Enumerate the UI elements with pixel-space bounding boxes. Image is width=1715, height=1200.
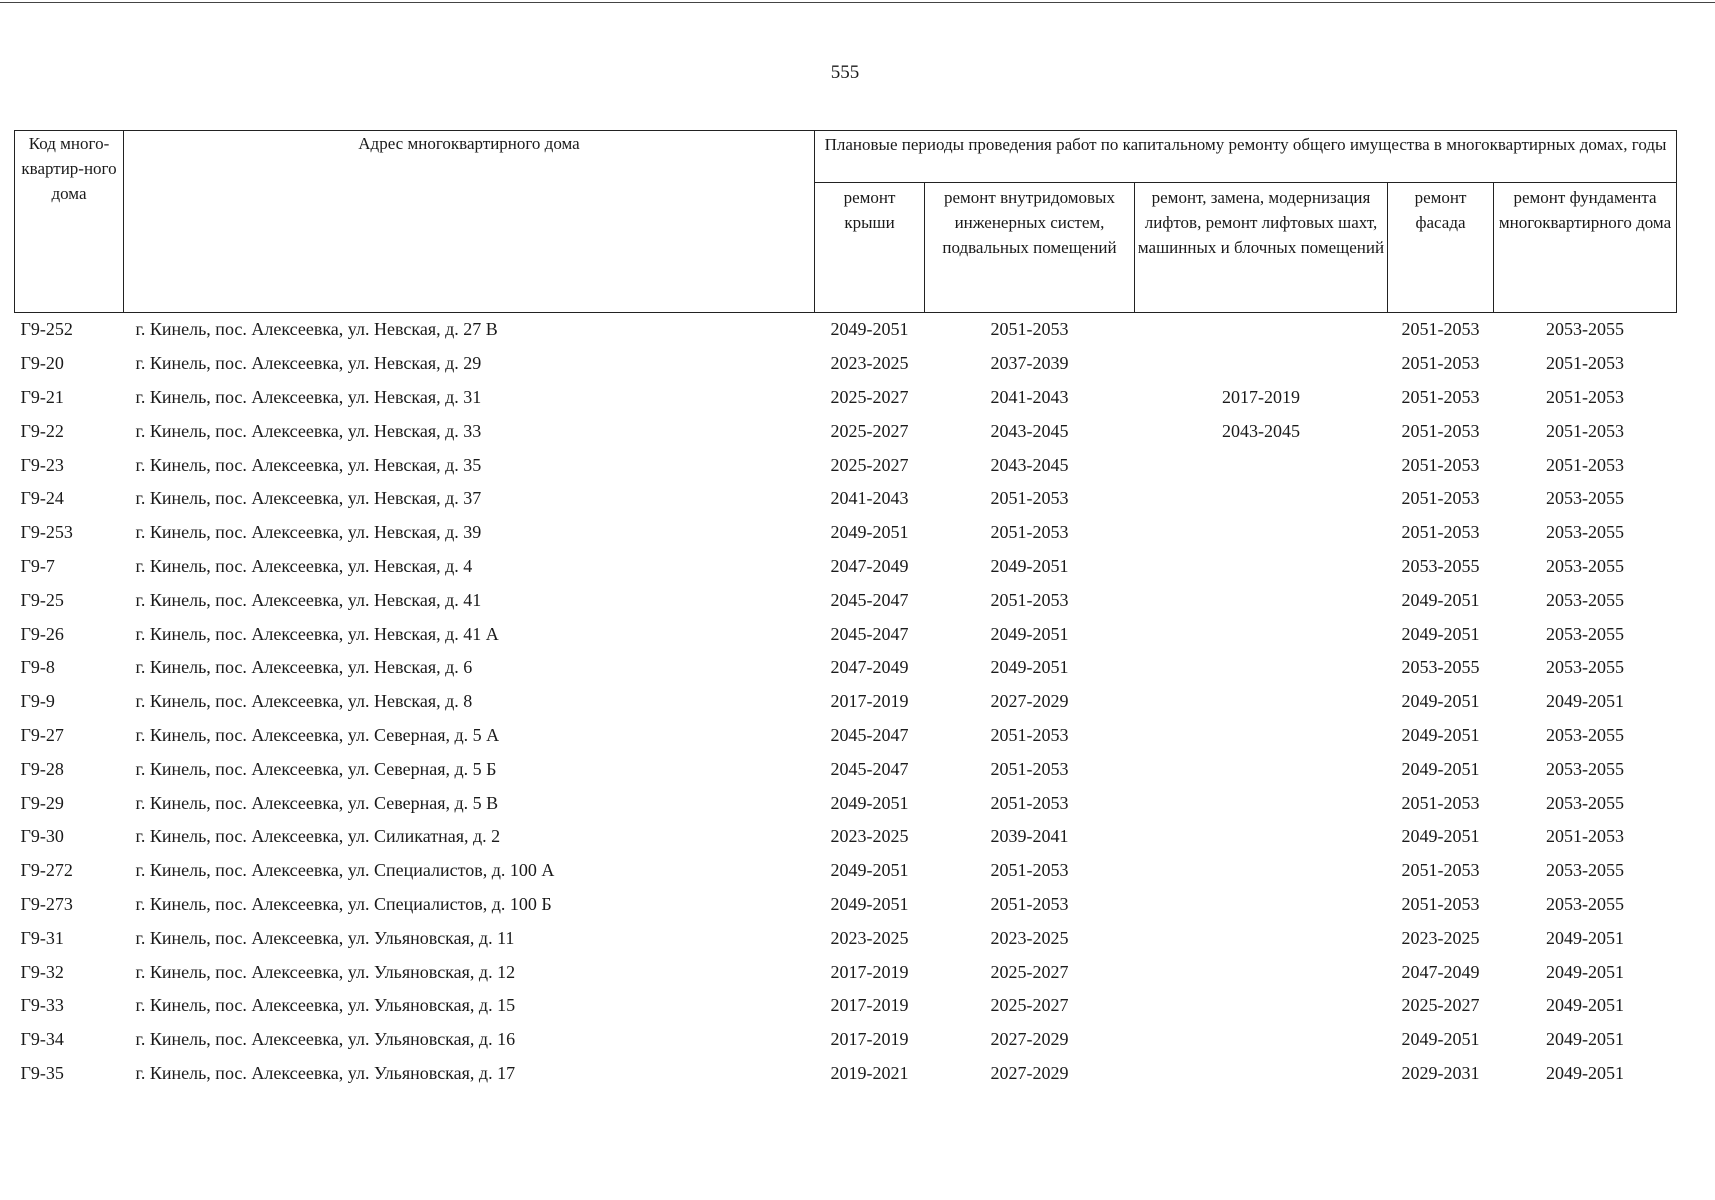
cell-code: Г9-272 [20,860,73,881]
cell-code: Г9-9 [20,691,55,712]
cell-engineering: 2027-2029 [990,1062,1069,1083]
cell-facade: 2051-2053 [1401,522,1480,543]
cell-address: г. Кинель, пос. Алексеевка, ул. Ульяновская, д. 12 [135,961,516,982]
table-row [15,888,1677,922]
cell-facade: 2051-2053 [1401,454,1480,475]
cell-engineering: 2051-2053 [990,860,1069,881]
cell-engineering: 2051-2053 [990,758,1069,779]
cell-foundation: 2051-2053 [1546,353,1625,374]
cell-roof: 2023-2025 [830,826,909,847]
cell-address: г. Кинель, пос. Алексеевка, ул. Невская, д. 29 [135,353,482,374]
cell-code: Г9-34 [20,1029,64,1050]
cell-roof: 2045-2047 [830,623,909,644]
cell-engineering: 2051-2053 [990,319,1069,340]
table-body [15,313,1677,1091]
cell-facade: 2051-2053 [1401,420,1480,441]
cell-lifts [1135,820,1388,854]
cell-lifts [1135,719,1388,753]
cell-code: Г9-23 [20,454,64,475]
cell-engineering: 2051-2053 [990,724,1069,745]
cell-address: г. Кинель, пос. Алексеевка, ул. Невская, д. 39 [135,522,482,543]
cell-foundation: 2051-2053 [1546,454,1625,475]
cell-lifts [1135,448,1388,482]
cell-engineering: 2051-2053 [990,792,1069,813]
cell-facade: 2049-2051 [1401,623,1480,644]
cell-facade: 2051-2053 [1401,893,1480,914]
header-lifts: ремонт, замена, модернизация лифтов, ремонт лифтовых шахт, машинных и блочных помещений [1135,183,1388,313]
cell-lifts [1135,482,1388,516]
cell-code: Г9-25 [20,589,64,610]
cell-foundation: 2053-2055 [1546,758,1625,779]
table-row [15,617,1677,651]
cell-roof: 2045-2047 [830,758,909,779]
table-row [15,955,1677,989]
header-code: Код много-квартир-ного дома [15,131,124,313]
cell-facade: 2051-2053 [1401,353,1480,374]
cell-facade: 2047-2049 [1401,961,1480,982]
cell-roof: 2047-2049 [830,657,909,678]
table-row [15,786,1677,820]
header-periods: Плановые периоды проведения работ по капитальному ремонту общего имущества в многоквартирных домах, годы [815,131,1677,183]
cell-code: Г9-29 [20,792,64,813]
cell-roof: 2047-2049 [830,555,909,576]
cell-roof: 2025-2027 [830,420,909,441]
cell-address: г. Кинель, пос. Алексеевка, ул. Северная, д. 5 Б [135,758,497,779]
cell-code: Г9-24 [20,488,64,509]
cell-engineering: 2051-2053 [990,522,1069,543]
cell-address: г. Кинель, пос. Алексеевка, ул. Ульяновская, д. 17 [135,1062,516,1083]
cell-code: Г9-26 [20,623,64,644]
cell-roof: 2049-2051 [830,893,909,914]
cell-engineering: 2043-2045 [990,420,1069,441]
header-foundation: ремонт фундамента многоквартирного дома [1494,183,1677,313]
header-address: Адрес многоквартирного дома [124,131,815,313]
cell-foundation: 2051-2053 [1546,826,1625,847]
cell-address: г. Кинель, пос. Алексеевка, ул. Специалистов, д. 100 А [135,860,555,881]
cell-address: г. Кинель, пос. Алексеевка, ул. Невская, д. 4 [135,555,473,576]
cell-facade: 2049-2051 [1401,724,1480,745]
table-row [15,550,1677,584]
cell-facade: 2049-2051 [1401,589,1480,610]
cell-foundation: 2051-2053 [1546,386,1625,407]
cell-roof: 2041-2043 [830,488,909,509]
cell-code: Г9-252 [20,319,73,340]
cell-engineering: 2027-2029 [990,691,1069,712]
cell-roof: 2045-2047 [830,589,909,610]
top-border-line [0,2,1715,3]
cell-foundation: 2051-2053 [1546,420,1625,441]
table-row [15,347,1677,381]
cell-lifts [1135,583,1388,617]
cell-code: Г9-20 [20,353,64,374]
cell-address: г. Кинель, пос. Алексеевка, ул. Невская, д. 27 В [135,319,498,340]
table-row [15,1023,1677,1057]
table-row [15,820,1677,854]
cell-foundation: 2053-2055 [1546,792,1625,813]
cell-address: г. Кинель, пос. Алексеевка, ул. Ульяновская, д. 15 [135,995,516,1016]
cell-engineering: 2039-2041 [990,826,1069,847]
cell-foundation: 2053-2055 [1546,860,1625,881]
cell-address: г. Кинель, пос. Алексеевка, ул. Северная, д. 5 В [135,792,499,813]
table-row [15,381,1677,415]
capital-repair-table [14,130,1677,1090]
cell-facade: 2049-2051 [1401,1029,1480,1050]
cell-facade: 2053-2055 [1401,657,1480,678]
table-row [15,719,1677,753]
cell-engineering: 2027-2029 [990,1029,1069,1050]
cell-roof: 2017-2019 [830,1029,909,1050]
cell-code: Г9-253 [20,522,73,543]
cell-roof: 2045-2047 [830,724,909,745]
cell-facade: 2051-2053 [1401,488,1480,509]
cell-code: Г9-28 [20,758,64,779]
table-row [15,448,1677,482]
table-row [15,414,1677,448]
cell-engineering: 2041-2043 [990,386,1069,407]
cell-foundation: 2053-2055 [1546,488,1625,509]
cell-engineering: 2049-2051 [990,623,1069,644]
cell-lifts [1135,550,1388,584]
cell-foundation: 2053-2055 [1546,589,1625,610]
page-number: 555 [830,62,860,83]
table-row [15,1057,1677,1091]
cell-address: г. Кинель, пос. Алексеевка, ул. Ульяновская, д. 11 [135,927,515,948]
cell-lifts [1135,313,1388,347]
cell-foundation: 2049-2051 [1546,995,1625,1016]
cell-roof: 2049-2051 [830,522,909,543]
cell-roof: 2023-2025 [830,927,909,948]
table-row [15,313,1677,347]
cell-facade: 2049-2051 [1401,826,1480,847]
table-row [15,921,1677,955]
cell-code: Г9-22 [20,420,64,441]
header-facade: ремонт фасада [1388,183,1494,313]
table-row [15,482,1677,516]
cell-code: Г9-31 [20,927,64,948]
cell-address: г. Кинель, пос. Алексеевка, ул. Невская, д. 8 [135,691,473,712]
cell-facade: 2049-2051 [1401,691,1480,712]
cell-code: Г9-7 [20,555,55,576]
cell-lifts [1135,1023,1388,1057]
cell-engineering: 2051-2053 [990,589,1069,610]
table-row [15,989,1677,1023]
cell-foundation: 2049-2051 [1546,691,1625,712]
cell-foundation: 2053-2055 [1546,893,1625,914]
cell-roof: 2025-2027 [830,454,909,475]
cell-engineering: 2023-2025 [990,927,1069,948]
cell-lifts: 2017-2019 [1222,386,1300,407]
cell-lifts [1135,685,1388,719]
cell-facade: 2023-2025 [1401,927,1480,948]
header-roof: ремонт крыши [815,183,925,313]
cell-code: Г9-35 [20,1062,64,1083]
cell-roof: 2019-2021 [830,1062,909,1083]
cell-code: Г9-21 [20,386,64,407]
table-row [15,651,1677,685]
cell-address: г. Кинель, пос. Алексеевка, ул. Невская, д. 41 [135,589,482,610]
cell-engineering: 2037-2039 [990,353,1069,374]
cell-code: Г9-273 [20,893,73,914]
cell-address: г. Кинель, пос. Алексеевка, ул. Ульяновская, д. 16 [135,1029,516,1050]
cell-engineering: 2025-2027 [990,961,1069,982]
cell-engineering: 2051-2053 [990,893,1069,914]
cell-lifts [1135,752,1388,786]
table-row [15,516,1677,550]
cell-roof: 2017-2019 [830,995,909,1016]
cell-engineering: 2025-2027 [990,995,1069,1016]
cell-address: г. Кинель, пос. Алексеевка, ул. Невская, д. 41 А [135,623,499,644]
cell-address: г. Кинель, пос. Алексеевка, ул. Невская, д. 35 [135,454,482,475]
cell-foundation: 2053-2055 [1546,555,1625,576]
cell-foundation: 2053-2055 [1546,657,1625,678]
cell-engineering: 2049-2051 [990,555,1069,576]
cell-lifts [1135,617,1388,651]
cell-roof: 2017-2019 [830,691,909,712]
cell-facade: 2025-2027 [1401,995,1480,1016]
cell-facade: 2029-2031 [1401,1062,1480,1083]
cell-roof: 2049-2051 [830,860,909,881]
cell-address: г. Кинель, пос. Алексеевка, ул. Невская, д. 37 [135,488,482,509]
cell-roof: 2017-2019 [830,961,909,982]
table-row [15,583,1677,617]
cell-code: Г9-8 [20,657,55,678]
cell-code: Г9-32 [20,961,64,982]
cell-engineering: 2049-2051 [990,657,1069,678]
cell-foundation: 2049-2051 [1546,1062,1625,1083]
cell-address: г. Кинель, пос. Алексеевка, ул. Невская, д. 6 [135,657,473,678]
cell-roof: 2025-2027 [830,386,909,407]
cell-roof: 2049-2051 [830,792,909,813]
cell-address: г. Кинель, пос. Алексеевка, ул. Специалистов, д. 100 Б [135,893,552,914]
cell-address: г. Кинель, пос. Алексеевка, ул. Невская, д. 33 [135,420,482,441]
table-row [15,685,1677,719]
cell-lifts [1135,955,1388,989]
cell-address: г. Кинель, пос. Алексеевка, ул. Северная, д. 5 А [135,724,500,745]
cell-facade: 2051-2053 [1401,860,1480,881]
cell-lifts [1135,1057,1388,1091]
cell-lifts [1135,854,1388,888]
cell-code: Г9-30 [20,826,64,847]
cell-foundation: 2049-2051 [1546,927,1625,948]
cell-facade: 2051-2053 [1401,386,1480,407]
cell-foundation: 2049-2051 [1546,961,1625,982]
cell-roof: 2023-2025 [830,353,909,374]
cell-facade: 2051-2053 [1401,319,1480,340]
cell-facade: 2051-2053 [1401,792,1480,813]
cell-lifts [1135,347,1388,381]
cell-foundation: 2053-2055 [1546,724,1625,745]
cell-address: г. Кинель, пос. Алексеевка, ул. Невская, д. 31 [135,386,482,407]
cell-lifts [1135,516,1388,550]
cell-foundation: 2053-2055 [1546,522,1625,543]
cell-lifts [1135,888,1388,922]
header-engineering: ремонт внутридомовых инженерных систем, подвальных помещений [925,183,1135,313]
cell-lifts [1135,786,1388,820]
cell-foundation: 2053-2055 [1546,319,1625,340]
cell-lifts: 2043-2045 [1222,420,1300,441]
cell-address: г. Кинель, пос. Алексеевка, ул. Силикатная, д. 2 [135,826,501,847]
cell-lifts [1135,989,1388,1023]
cell-engineering: 2051-2053 [990,488,1069,509]
table-row [15,854,1677,888]
cell-engineering: 2043-2045 [990,454,1069,475]
table-row [15,752,1677,786]
cell-roof: 2049-2051 [830,319,909,340]
cell-code: Г9-33 [20,995,64,1016]
cell-foundation: 2053-2055 [1546,623,1625,644]
cell-facade: 2053-2055 [1401,555,1480,576]
cell-code: Г9-27 [20,724,64,745]
cell-facade: 2049-2051 [1401,758,1480,779]
cell-lifts [1135,921,1388,955]
cell-lifts [1135,651,1388,685]
cell-foundation: 2049-2051 [1546,1029,1625,1050]
